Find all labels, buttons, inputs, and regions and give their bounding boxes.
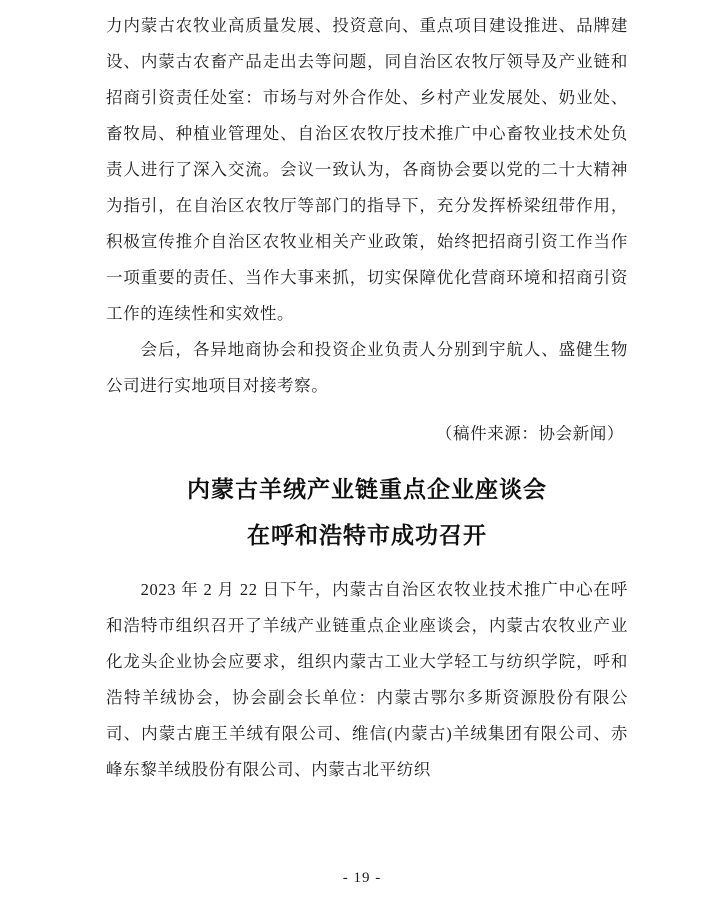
article-title-line-1: 内蒙古羊绒产业链重点企业座谈会 [187,477,547,502]
continued-paragraph: 力内蒙古农牧业高质量发展、投资意向、重点项目建设推进、品牌建设、内蒙古农畜产品走出去等问题，同自治区农牧厅领导及产业链和招商引资责任处室：市场与对外合作处、乡村产业发展处、奶业处、畜牧局、种植业管理处、自治区农牧厅技术推广中心畜牧业技术处负责人进行了深入交流。会议一致认为，各商协会要以党的二十大精神为指引，在自治区农牧厅等部门的指导下，充分发挥桥梁纽带作用，积极宣传推介自治区农牧业相关产业政策，始终把招商引资工作当作一项重要的责任、当作大事来抓，切实保障优化营商环境和招商引资工作的连续性和实效性。 [106,16,628,323]
source-note: （稿件来源：协会新闻） [435,424,624,443]
page-number: - 19 - [342,870,382,886]
article-body-paragraph: 2023 年 2 月 22 日下午，内蒙古自治区农牧业技术推广中心在呼和浩特市组织召开了羊绒产业链重点企业座谈会，内蒙古农牧业产业化龙头企业协会应要求，组织内蒙古工业大学轻工与纺织学院，呼和浩特羊绒协会，协会副会长单位：内蒙古鄂尔多斯资源股份有限公司、内蒙古鹿王羊绒有限公司、维信(内蒙古)羊绒集团有限公司、赤峰东黎羊绒股份有限公司、内蒙古北平纺织 [106,580,628,779]
article-title [106,470,628,556]
article-title-line-2: 在呼和浩特市成功召开 [247,523,487,548]
paragraph-post-meeting: 会后，各异地商协会和投资企业负责人分别到宇航人、盛健生物公司进行实地项目对接考察。 [106,340,628,395]
article-body [106,572,628,788]
